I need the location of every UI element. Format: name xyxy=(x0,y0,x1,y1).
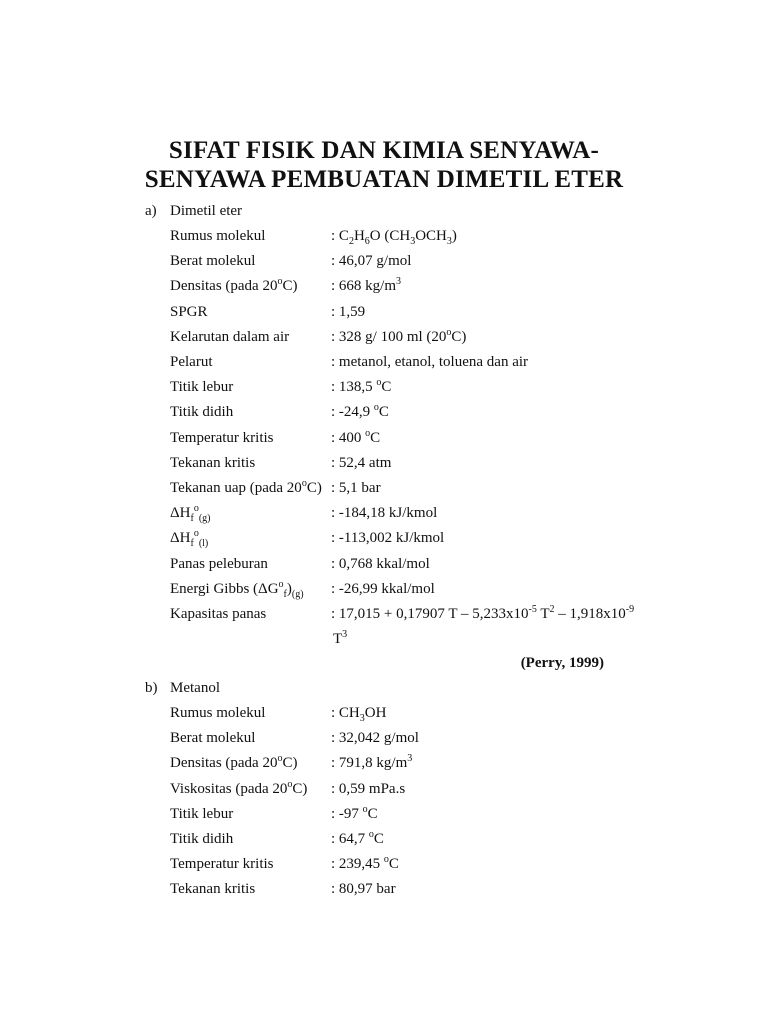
property-label: Tekanan kritis xyxy=(170,881,256,898)
property-label: Densitas (pada 20$^o$C) xyxy=(170,753,298,772)
property-label: Rumus molekul xyxy=(170,228,266,244)
property-value: : 1,59 xyxy=(331,303,366,320)
property-row xyxy=(170,328,466,346)
property-value: : 46,07 g/mol xyxy=(331,253,412,270)
property-row xyxy=(170,729,419,747)
property-value: : -26,99 kkal/mol xyxy=(331,580,435,597)
property-row xyxy=(170,353,528,371)
property-row xyxy=(170,378,391,396)
section-name: Dimetil eter xyxy=(170,203,243,219)
property-label: Berat molekul xyxy=(170,730,256,747)
property-label: Titik didih xyxy=(170,404,234,421)
section-heading-metanol xyxy=(145,679,220,697)
property-value: : 32,042 g/mol xyxy=(331,730,419,747)
section-heading-dimetil-eter xyxy=(145,202,242,220)
property-label: $\Delta H_f^o_{(g)}$ xyxy=(170,503,211,525)
property-label: Titik didih xyxy=(170,831,234,847)
property-value: : 52,4 atm xyxy=(331,454,392,471)
title-line-2: SENYAWA PEMBUATAN DIMETIL ETER xyxy=(144,166,624,193)
property-row xyxy=(170,704,386,722)
section-marker: a) xyxy=(145,203,157,219)
citation: (Perry, 1999) xyxy=(520,655,604,671)
property-row xyxy=(170,880,396,898)
property-value: : 791,8 $kg/m^3$ xyxy=(331,753,413,772)
property-value: : 239,45 $^o$C xyxy=(331,854,399,873)
property-value: : -113,002 kJ/kmol xyxy=(331,530,445,547)
property-row xyxy=(170,503,438,525)
property-label: Kelarutan dalam air xyxy=(170,328,290,345)
property-value: : 0,768 kkal/mol xyxy=(331,555,430,572)
property-value: : -184,18 kJ/kmol xyxy=(331,505,438,522)
property-value: : 0,59 mPa.s xyxy=(331,780,406,797)
property-label: Rumus molekul xyxy=(170,705,266,721)
property-value: : 138,5 $^o$C xyxy=(331,377,392,396)
property-value: : -97 $^o$C xyxy=(331,803,378,822)
property-value: : metanol, etanol, toluena dan air xyxy=(331,354,529,370)
property-row xyxy=(170,754,412,772)
property-label: Energi Gibbs $(\Delta G^o_f)_{(g)}$ xyxy=(170,578,304,600)
property-row xyxy=(170,403,389,421)
property-value: : 668 $kg/m^3$ xyxy=(331,276,402,295)
property-row xyxy=(170,429,380,447)
property-label: Panas peleburan xyxy=(170,555,268,572)
property-value: : 64,7 $^o$C xyxy=(331,829,384,847)
property-row xyxy=(170,479,381,497)
property-row xyxy=(170,252,411,270)
property-label: Temperatur kritis xyxy=(170,429,274,446)
page-title xyxy=(0,136,768,194)
property-value-continuation: $T^3$ xyxy=(333,629,348,648)
property-label: Tekanan uap (pada 20$^o$C) xyxy=(170,478,322,496)
property-row xyxy=(170,277,401,295)
property-value: : 17,015 + 0,17907 T – $5,233x10^{-5}$ $T^2 - 1,918x10^{-9}$ xyxy=(331,604,635,622)
property-label: Densitas (pada 20$^o$C) xyxy=(170,276,298,295)
property-value: : $CH_3OH$ xyxy=(331,705,387,724)
property-value: : -24,9 $^o$C xyxy=(331,402,389,421)
property-row xyxy=(170,227,457,245)
property-label: Tekanan kritis xyxy=(170,454,256,471)
title-line-1: SIFAT FISIK DAN KIMIA SENYAWA- xyxy=(168,137,600,164)
property-row xyxy=(170,580,435,598)
property-row xyxy=(170,855,399,873)
property-label: Berat molekul xyxy=(170,253,256,270)
property-row xyxy=(170,555,430,573)
property-value: : 328 g/ 100 ml (20$^o$C) xyxy=(331,326,467,345)
property-row xyxy=(170,805,378,823)
property-label: SPGR xyxy=(170,303,208,320)
property-label: Pelarut xyxy=(170,354,213,370)
property-row xyxy=(170,528,445,550)
property-value: : 400 $^o$C xyxy=(331,427,381,446)
property-label: Kapasitas panas xyxy=(170,606,267,622)
property-label: Titik lebur xyxy=(170,379,234,396)
section-name: Metanol xyxy=(170,680,220,696)
property-value: : $C_2H_6O$ $(CH_3OCH_3)$ xyxy=(331,228,457,247)
property-row xyxy=(170,830,384,848)
property-row xyxy=(170,454,391,472)
property-value: : 5,1 bar xyxy=(331,480,381,496)
property-label: Titik lebur xyxy=(170,805,234,822)
property-label: Viskositas (pada 20$^o$C) xyxy=(170,778,308,797)
property-row xyxy=(170,605,634,623)
property-row xyxy=(170,303,365,321)
section-marker: b) xyxy=(145,680,158,696)
property-value: : 80,97 bar xyxy=(331,881,396,898)
property-row xyxy=(170,780,405,798)
property-label: $\Delta H_f^o_{(l)}$ xyxy=(170,528,209,550)
property-label: Temperatur kritis xyxy=(170,856,274,873)
